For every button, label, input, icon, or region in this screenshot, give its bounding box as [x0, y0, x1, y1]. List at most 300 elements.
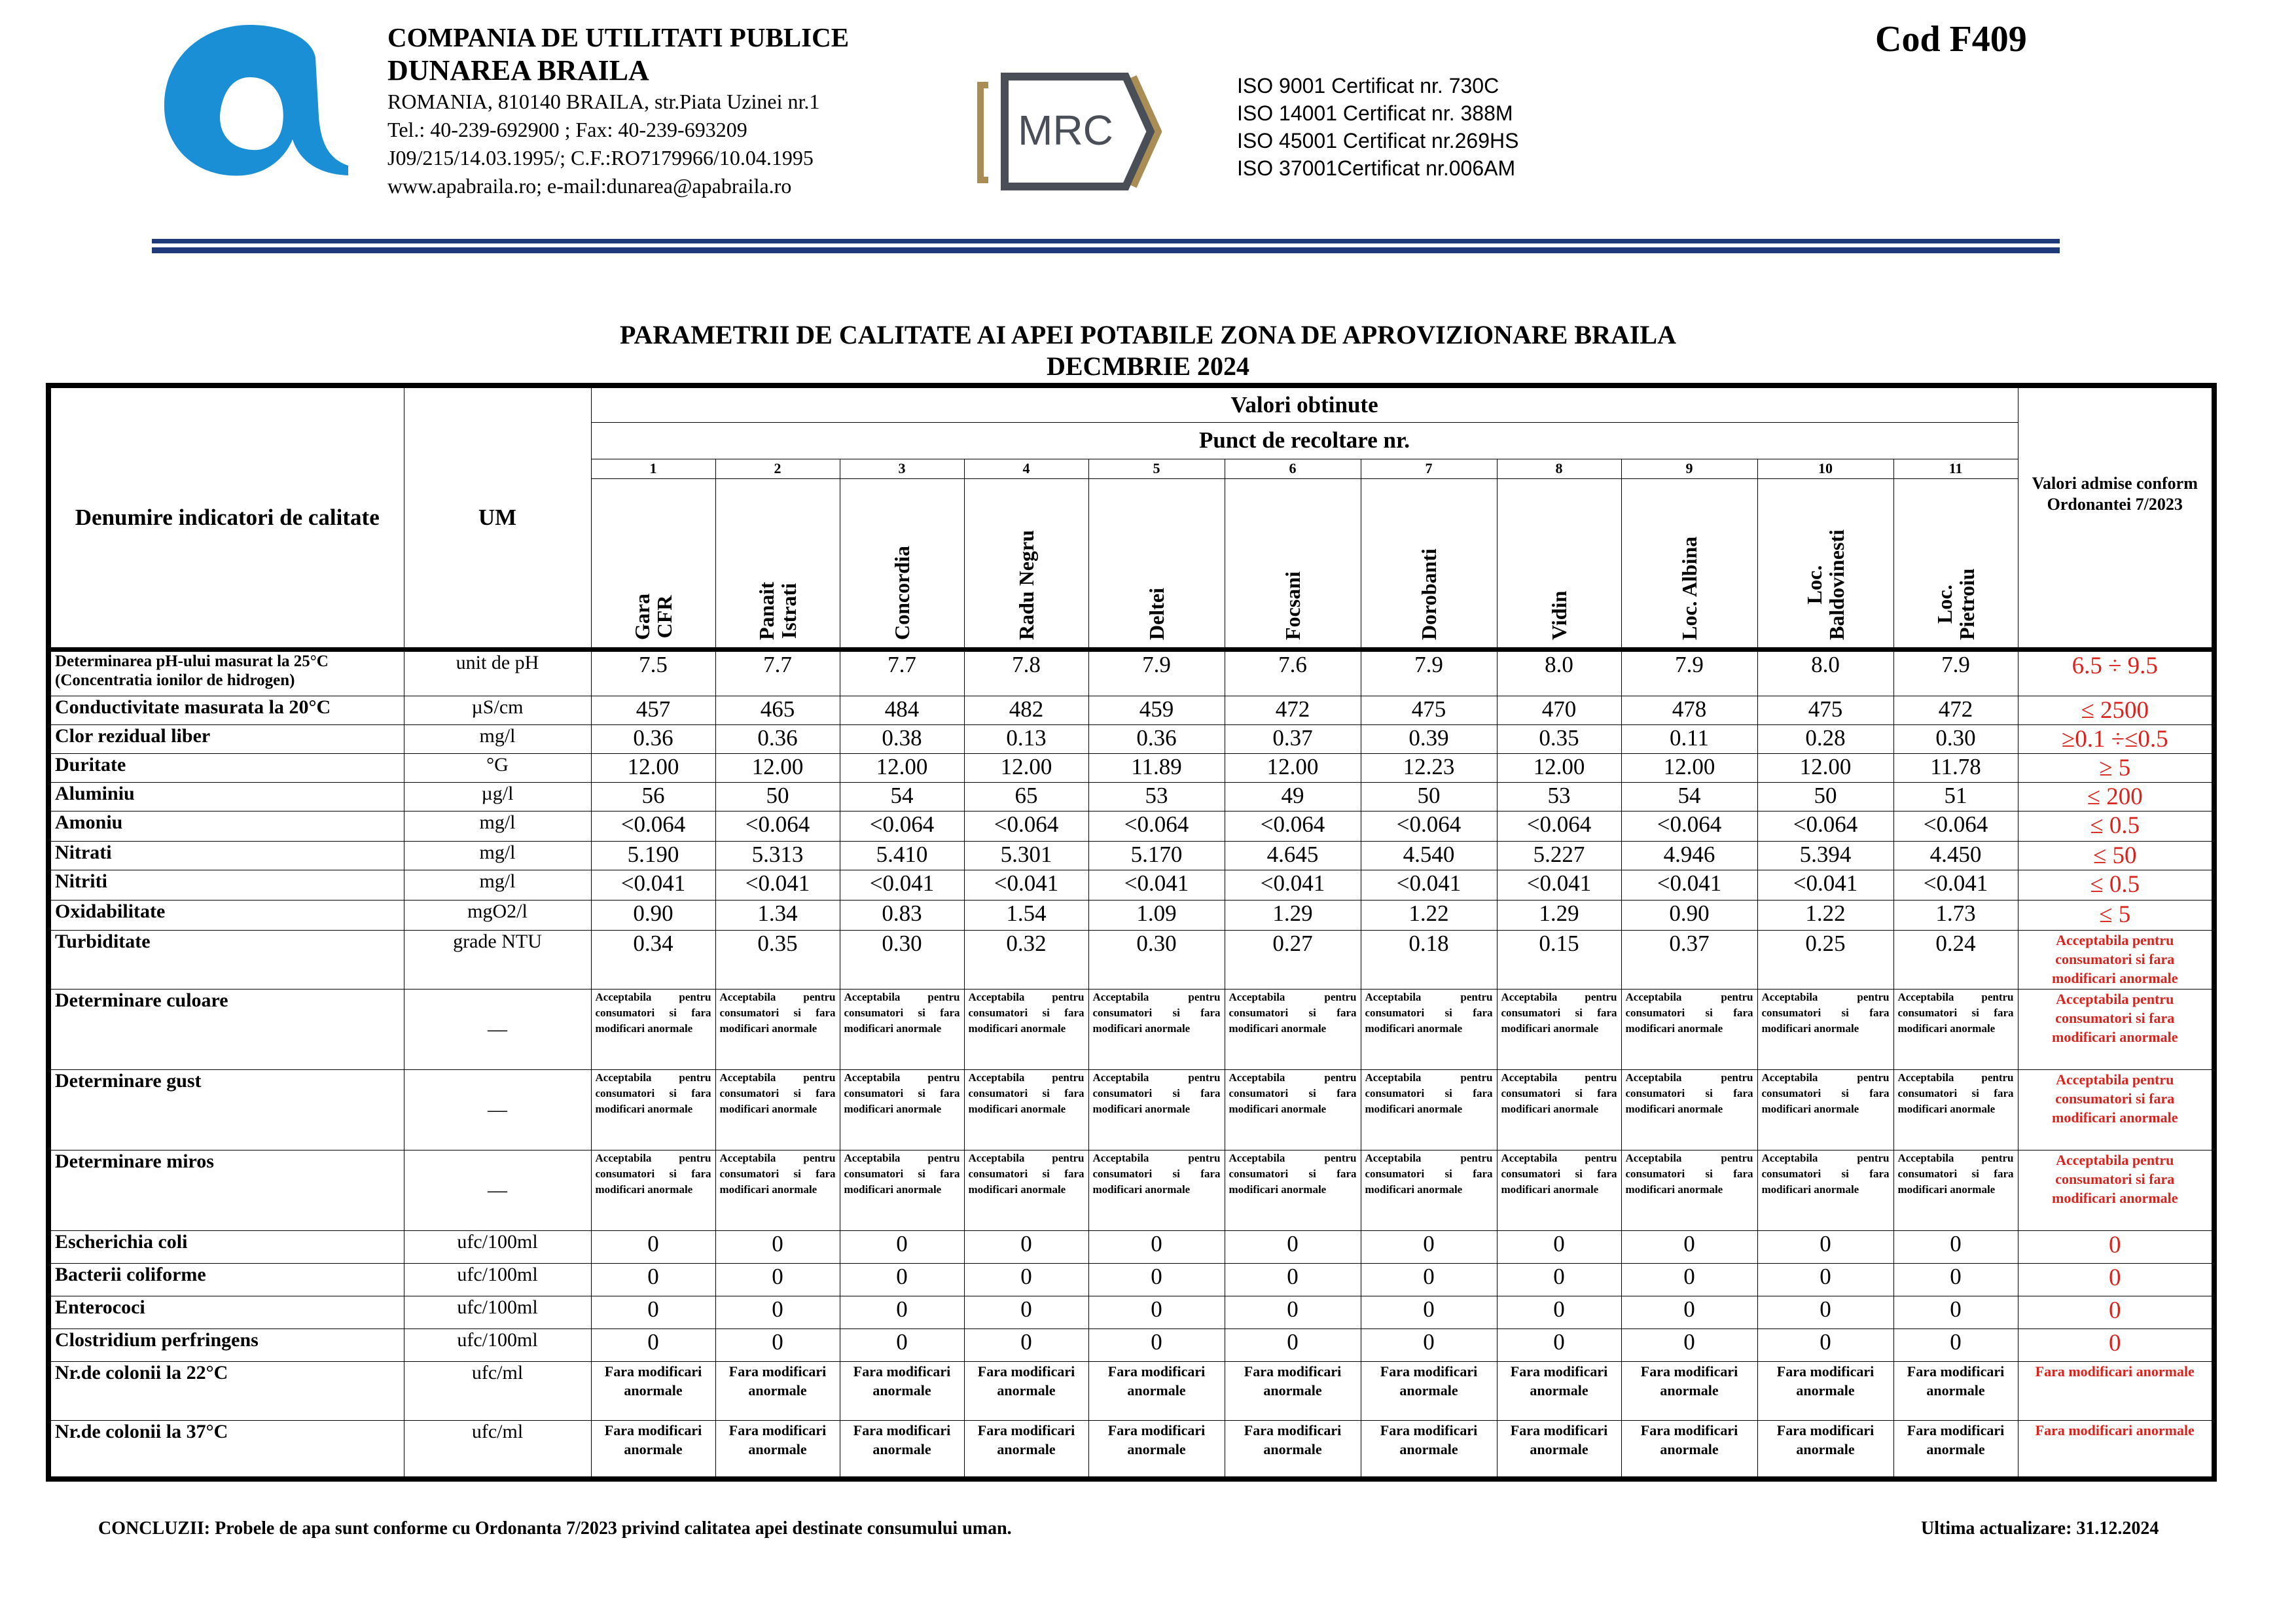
admitted-value: 0 — [2018, 1230, 2214, 1263]
form-code: Cod F409 — [1875, 19, 2027, 60]
point-number: 6 — [1225, 459, 1361, 478]
value-cell: <0.064 — [1088, 811, 1225, 841]
point-number: 9 — [1621, 459, 1757, 478]
table-row — [48, 724, 2214, 753]
admitted-value: 0 — [2018, 1263, 2214, 1296]
value-cell: Fara modificari anormale — [1088, 1420, 1225, 1479]
value-cell: Acceptabila pentru consumatori si fara modificari anormale — [1497, 989, 1621, 1069]
point-location-cell — [1088, 478, 1225, 647]
indicator-name — [48, 870, 404, 900]
value-cell: 53 — [1497, 782, 1621, 811]
header-rule — [152, 247, 2060, 253]
indicator-name: Clostridium perfringens — [48, 1329, 404, 1361]
value-cell: <0.041 — [591, 870, 715, 900]
table-row — [48, 1230, 2214, 1263]
value-cell: 7.9 — [1088, 651, 1225, 696]
point-location-wrap — [592, 482, 715, 644]
value-cell: 7.7 — [715, 651, 840, 696]
value-cell: Fara modificari anormale — [1893, 1420, 2018, 1479]
value-cell: Fara modificari anormale — [1497, 1361, 1621, 1420]
value-cell: Acceptabila pentru consumatori si fara modificari anormale — [591, 989, 715, 1069]
value-cell: 0 — [1361, 1263, 1497, 1296]
value-cell: 0 — [715, 1329, 840, 1361]
indicator-unit: °G — [404, 753, 591, 782]
indicator-name — [48, 811, 404, 841]
indicator-unit: mg/l — [404, 870, 591, 900]
value-cell: 50 — [1757, 782, 1893, 811]
value-cell: 0.38 — [840, 724, 964, 753]
indicator-unit: — — [404, 1069, 591, 1150]
value-cell: 0 — [591, 1296, 715, 1329]
value-cell: 1.73 — [1893, 900, 2018, 930]
value-cell: 0.30 — [1893, 724, 2018, 753]
value-cell: 0 — [1361, 1329, 1497, 1361]
value-cell: <0.041 — [1225, 870, 1361, 900]
value-cell: <0.041 — [1497, 870, 1621, 900]
indicator-name — [48, 900, 404, 930]
value-cell: 0.27 — [1225, 930, 1361, 989]
value-cell: 12.00 — [840, 753, 964, 782]
value-cell: <0.064 — [1225, 811, 1361, 841]
point-location-cell — [1497, 478, 1621, 647]
value-cell: 4.645 — [1225, 841, 1361, 870]
point-location-wrap — [716, 482, 840, 644]
point-location-label — [1803, 529, 1848, 640]
point-location-wrap — [840, 482, 964, 644]
value-cell: Acceptabila pentru consumatori si fara modificari anormale — [840, 1069, 964, 1150]
table-row — [48, 1263, 2214, 1296]
admise-column-header: Valori admise conform Ordonantei 7/2023 — [2018, 385, 2214, 647]
value-cell: 49 — [1225, 782, 1361, 811]
value-cell: Acceptabila pentru consumatori si fara modificari anormale — [1757, 1069, 1893, 1150]
value-cell: 0 — [1621, 1230, 1757, 1263]
indicator-name-text: Determinarea pH-ului masurat la 25°C — [55, 652, 329, 670]
point-location-label — [1145, 588, 1168, 640]
value-cell: 56 — [591, 782, 715, 811]
indicator-unit: — — [404, 989, 591, 1069]
value-cell: 12.00 — [1497, 753, 1621, 782]
value-cell: <0.041 — [1088, 870, 1225, 900]
value-cell: Acceptabila pentru consumatori si fara modificari anormale — [1225, 1150, 1361, 1230]
value-cell: <0.064 — [1621, 811, 1757, 841]
value-cell: 472 — [1893, 696, 2018, 724]
value-cell: 1.54 — [964, 900, 1088, 930]
value-cell: 0 — [1088, 1230, 1225, 1263]
indicator-name-text: Aluminiu — [55, 782, 135, 804]
iso-line: ISO 9001 Certificat nr. 730C — [1237, 74, 1499, 98]
value-cell: <0.041 — [1361, 870, 1497, 900]
value-cell: 0 — [1225, 1263, 1361, 1296]
value-cell: 0 — [1757, 1263, 1893, 1296]
value-cell: 0.13 — [964, 724, 1088, 753]
value-cell: Acceptabila pentru consumatori si fara modificari anormale — [1621, 1150, 1757, 1230]
value-cell: 0 — [1497, 1263, 1621, 1296]
value-cell: Fara modificari anormale — [715, 1420, 840, 1479]
admitted-value: 6.5 ÷ 9.5 — [2018, 651, 2214, 696]
indicator-name — [48, 696, 404, 724]
value-cell: 12.00 — [1621, 753, 1757, 782]
value-cell: 1.22 — [1361, 900, 1497, 930]
indicator-name — [48, 651, 404, 696]
point-location-wrap — [1498, 482, 1621, 644]
value-cell: 0.15 — [1497, 930, 1621, 989]
table-row — [48, 870, 2214, 900]
value-cell: <0.041 — [715, 870, 840, 900]
value-cell: Acceptabila pentru consumatori si fara modificari anormale — [715, 1069, 840, 1150]
point-location-label — [631, 594, 675, 640]
iso-line: ISO 45001 Certificat nr.269HS — [1237, 129, 1519, 152]
value-cell: <0.064 — [964, 811, 1088, 841]
value-cell: <0.064 — [840, 811, 964, 841]
value-cell: Acceptabila pentru consumatori si fara modificari anormale — [1893, 1150, 2018, 1230]
point-location-line1: Deltei — [1145, 588, 1168, 640]
value-cell: <0.064 — [1893, 811, 2018, 841]
value-cell: 0.37 — [1225, 724, 1361, 753]
value-cell: Fara modificari anormale — [591, 1420, 715, 1479]
value-cell: 0.35 — [1497, 724, 1621, 753]
value-cell: 0.24 — [1893, 930, 2018, 989]
indicator-name — [48, 753, 404, 782]
value-cell: Fara modificari anormale — [1225, 1420, 1361, 1479]
value-cell: 0 — [715, 1230, 840, 1263]
value-cell: 482 — [964, 696, 1088, 724]
value-cell: 12.23 — [1361, 753, 1497, 782]
value-cell: 4.946 — [1621, 841, 1757, 870]
value-cell: 0.25 — [1757, 930, 1893, 989]
point-number: 7 — [1361, 459, 1497, 478]
value-cell: 12.00 — [591, 753, 715, 782]
company-name-line2: DUNAREA BRAILA — [387, 54, 649, 86]
value-cell: Acceptabila pentru consumatori si fara modificari anormale — [1621, 989, 1757, 1069]
value-cell: Fara modificari anormale — [840, 1361, 964, 1420]
value-cell: 5.190 — [591, 841, 715, 870]
indicator-unit: mgO2/l — [404, 900, 591, 930]
value-cell: 65 — [964, 782, 1088, 811]
table-row — [48, 811, 2214, 841]
value-cell: 475 — [1757, 696, 1893, 724]
value-cell: Acceptabila pentru consumatori si fara modificari anormale — [1088, 1150, 1225, 1230]
value-cell: 0 — [840, 1296, 964, 1329]
value-cell: Acceptabila pentru consumatori si fara modificari anormale — [1361, 989, 1497, 1069]
point-location-line1: Loc. Albina — [1677, 536, 1701, 640]
value-cell: 0.30 — [840, 930, 964, 989]
point-location-line1: Concordia — [890, 546, 914, 640]
indicator-unit: — — [404, 1150, 591, 1230]
value-cell: 0 — [840, 1329, 964, 1361]
indicator-unit: ufc/ml — [404, 1420, 591, 1479]
value-cell: Fara modificari anormale — [1361, 1420, 1497, 1479]
value-cell: 12.00 — [1757, 753, 1893, 782]
value-cell: 459 — [1088, 696, 1225, 724]
value-cell: 0.83 — [840, 900, 964, 930]
value-cell: Acceptabila pentru consumatori si fara modificari anormale — [1225, 989, 1361, 1069]
point-location-cell — [964, 478, 1088, 647]
value-cell: 0 — [1497, 1230, 1621, 1263]
value-cell: 0 — [1088, 1329, 1225, 1361]
indicator-name — [48, 724, 404, 753]
value-cell: 0.28 — [1757, 724, 1893, 753]
value-cell: 54 — [1621, 782, 1757, 811]
value-cell: 12.00 — [964, 753, 1088, 782]
value-cell: 7.7 — [840, 651, 964, 696]
indicator-name — [48, 782, 404, 811]
point-location-label — [1933, 568, 1978, 640]
admitted-value: ≥0.1 ÷≤0.5 — [2018, 724, 2214, 753]
point-location-label — [1418, 548, 1440, 640]
value-cell: Fara modificari anormale — [1361, 1361, 1497, 1420]
points-header: Punct de recoltare nr. — [591, 422, 2018, 459]
indicator-name-text: Amoniu — [55, 811, 123, 833]
point-location-line2: Pietroiu — [1955, 568, 1979, 640]
indicator-name — [48, 841, 404, 870]
point-location-cell — [1225, 478, 1361, 647]
point-location-line1: Loc. — [1933, 584, 1956, 624]
table-row — [48, 1150, 2214, 1230]
point-location-line1: Focsani — [1281, 571, 1304, 640]
company-info — [387, 21, 977, 200]
value-cell: Acceptabila pentru consumatori si fara modificari anormale — [1621, 1069, 1757, 1150]
indicator-unit: µS/cm — [404, 696, 591, 724]
value-cell: 0 — [1893, 1296, 2018, 1329]
company-name-line1: COMPANIA DE UTILITATI PUBLICE — [387, 22, 850, 52]
value-cell: Fara modificari anormale — [964, 1361, 1088, 1420]
table-row — [48, 1296, 2214, 1329]
value-cell: 12.00 — [715, 753, 840, 782]
value-cell: Fara modificari anormale — [715, 1361, 840, 1420]
point-location-line1: Loc. — [1803, 565, 1826, 605]
table-row — [48, 1069, 2214, 1150]
value-cell: 1.34 — [715, 900, 840, 930]
indicator-name-note: (Concentratia ionilor de hidrogen) — [55, 671, 295, 689]
indicator-unit: grade NTU — [404, 930, 591, 989]
indicator-unit: ufc/100ml — [404, 1263, 591, 1296]
point-number: 5 — [1088, 459, 1225, 478]
value-cell: 0 — [1361, 1230, 1497, 1263]
value-cell: Acceptabila pentru consumatori si fara modificari anormale — [591, 1069, 715, 1150]
point-location-line2: Istrati — [777, 582, 800, 639]
indicator-unit: mg/l — [404, 841, 591, 870]
point-location-cell — [1757, 478, 1893, 647]
value-cell: 0 — [715, 1296, 840, 1329]
value-cell: Fara modificari anormale — [1225, 1361, 1361, 1420]
point-number: 2 — [715, 459, 840, 478]
value-cell: 470 — [1497, 696, 1621, 724]
point-location-cell — [591, 478, 715, 647]
point-location-line2: CFR — [653, 595, 676, 639]
value-cell: 0 — [840, 1263, 964, 1296]
admitted-value: ≤ 5 — [2018, 900, 2214, 930]
company-logo — [152, 18, 348, 182]
admitted-value: 0 — [2018, 1329, 2214, 1361]
indicator-name: Nr.de colonii la 22°C — [48, 1361, 404, 1420]
report-period: DECMBRIE 2024 — [1046, 351, 1250, 381]
value-cell: <0.064 — [1497, 811, 1621, 841]
um-column-header: UM — [404, 385, 591, 647]
table-row — [48, 1420, 2214, 1479]
value-cell: 0 — [1497, 1296, 1621, 1329]
value-cell: 0.37 — [1621, 930, 1757, 989]
value-cell: <0.041 — [1893, 870, 2018, 900]
iso-line: ISO 37001Certificat nr.006AM — [1237, 156, 1516, 180]
value-cell: 5.410 — [840, 841, 964, 870]
value-cell: 7.8 — [964, 651, 1088, 696]
value-cell: 5.313 — [715, 841, 840, 870]
company-registration: J09/215/14.03.1995/; C.F.:RO7179966/10.04.1995 — [387, 146, 814, 169]
value-cell: <0.041 — [1757, 870, 1893, 900]
value-cell: 0 — [964, 1329, 1088, 1361]
value-cell: 7.6 — [1225, 651, 1361, 696]
iso-line: ISO 14001 Certificat nr. 388M — [1237, 101, 1513, 125]
point-location-wrap — [1622, 482, 1757, 644]
indicator-name-text: Turbiditate — [55, 930, 151, 952]
point-location-cell — [715, 478, 840, 647]
value-cell: <0.041 — [1621, 870, 1757, 900]
value-cell: <0.064 — [1757, 811, 1893, 841]
indicator-column-header: Denumire indicatori de calitate — [48, 385, 404, 647]
value-cell: 0.90 — [1621, 900, 1757, 930]
indicator-name-text: Duritate — [55, 753, 126, 776]
value-cell: 4.450 — [1893, 841, 2018, 870]
value-cell: Acceptabila pentru consumatori si fara modificari anormale — [715, 989, 840, 1069]
point-location-label — [891, 546, 913, 640]
indicator-name-text: Conductivitate masurata la 20°C — [55, 696, 331, 718]
value-cell: Acceptabila pentru consumatori si fara modificari anormale — [964, 1069, 1088, 1150]
value-cell: 472 — [1225, 696, 1361, 724]
value-cell: 0 — [1088, 1263, 1225, 1296]
admitted-value: ≤ 2500 — [2018, 696, 2214, 724]
point-number: 4 — [964, 459, 1088, 478]
value-cell: 0 — [591, 1329, 715, 1361]
value-cell: 478 — [1621, 696, 1757, 724]
value-cell: 0 — [1893, 1263, 2018, 1296]
value-cell: 1.09 — [1088, 900, 1225, 930]
value-cell: 0 — [591, 1263, 715, 1296]
value-cell: Acceptabila pentru consumatori si fara modificari anormale — [1361, 1069, 1497, 1150]
value-cell: 0 — [840, 1230, 964, 1263]
value-cell: 0 — [1225, 1296, 1361, 1329]
value-cell: 5.227 — [1497, 841, 1621, 870]
admitted-value: Acceptabila pentru consumatori si fara modificari anormale — [2018, 1150, 2214, 1230]
value-cell: 8.0 — [1757, 651, 1893, 696]
value-cell: 0.36 — [1088, 724, 1225, 753]
value-cell: 7.9 — [1361, 651, 1497, 696]
last-update: Ultima actualizare: 31.12.2024 — [1921, 1518, 2159, 1539]
value-cell: 0.34 — [591, 930, 715, 989]
value-cell: 0.30 — [1088, 930, 1225, 989]
value-cell: Acceptabila pentru consumatori si fara modificari anormale — [1088, 1069, 1225, 1150]
table-row — [48, 782, 2214, 811]
point-location-wrap — [1089, 482, 1225, 644]
value-cell: Fara modificari anormale — [1088, 1361, 1225, 1420]
value-cell: 1.29 — [1225, 900, 1361, 930]
company-phone: Tel.: 40-239-692900 ; Fax: 40-239-693209 — [387, 118, 747, 141]
value-cell: Acceptabila pentru consumatori si fara modificari anormale — [1225, 1069, 1361, 1150]
value-cell: Acceptabila pentru consumatori si fara modificari anormale — [1088, 989, 1225, 1069]
report-title: PARAMETRII DE CALITATE AI APEI POTABILE ZONA DE APROVIZIONARE BRAILA — [620, 320, 1676, 349]
company-address: ROMANIA, 810140 BRAILA, str.Piata Uzinei nr.1 — [387, 90, 820, 113]
point-location-line1: Radu Negru — [1014, 529, 1038, 640]
values-header: Valori obtinute — [591, 385, 2018, 422]
admitted-value: Fara modificari anormale — [2018, 1420, 2214, 1479]
value-cell: 0 — [964, 1296, 1088, 1329]
point-location-label — [1548, 591, 1570, 640]
indicator-name-text: Oxidabilitate — [55, 900, 166, 922]
value-cell: Acceptabila pentru consumatori si fara modificari anormale — [591, 1150, 715, 1230]
value-cell: Acceptabila pentru consumatori si fara modificari anormale — [1757, 1150, 1893, 1230]
point-location-label — [1015, 530, 1037, 640]
table-row — [48, 1361, 2214, 1420]
indicator-name — [48, 930, 404, 989]
point-location-wrap — [1225, 482, 1361, 644]
value-cell: Fara modificari anormale — [1621, 1361, 1757, 1420]
table-row — [48, 841, 2214, 870]
value-cell: 484 — [840, 696, 964, 724]
indicator-name: Escherichia coli — [48, 1230, 404, 1263]
value-cell: 0 — [1893, 1230, 2018, 1263]
value-cell: 0.90 — [591, 900, 715, 930]
admitted-value: ≤ 200 — [2018, 782, 2214, 811]
admitted-value: Acceptabila pentru consumatori si fara modificari anormale — [2018, 930, 2214, 989]
value-cell: Fara modificari anormale — [1757, 1361, 1893, 1420]
value-cell: Fara modificari anormale — [1757, 1420, 1893, 1479]
value-cell: 1.22 — [1757, 900, 1893, 930]
value-cell: 7.5 — [591, 651, 715, 696]
point-location-cell — [1893, 478, 2018, 647]
table-row — [48, 696, 2214, 724]
point-location-cell — [1621, 478, 1757, 647]
conclusion: CONCLUZII: Probele de apa sunt conforme cu Ordonanta 7/2023 privind calitatea apei destinate consumului uman. — [98, 1518, 1012, 1539]
header-rule — [152, 239, 2060, 243]
value-cell: Acceptabila pentru consumatori si fara modificari anormale — [964, 1150, 1088, 1230]
value-cell: 7.9 — [1893, 651, 2018, 696]
value-cell: Fara modificari anormale — [591, 1361, 715, 1420]
value-cell: 51 — [1893, 782, 2018, 811]
point-location-line1: Panait — [755, 582, 778, 640]
value-cell: 0.35 — [715, 930, 840, 989]
indicator-unit: ufc/100ml — [404, 1329, 591, 1361]
value-cell: Acceptabila pentru consumatori si fara modificari anormale — [1361, 1150, 1497, 1230]
admitted-value: Fara modificari anormale — [2018, 1361, 2214, 1420]
point-location-label — [755, 582, 800, 640]
indicator-unit: µg/l — [404, 782, 591, 811]
value-cell: 0 — [964, 1230, 1088, 1263]
point-location-line1: Vidin — [1547, 590, 1571, 640]
indicator-name-text: Nitriti — [55, 870, 107, 892]
value-cell: <0.041 — [840, 870, 964, 900]
value-cell: Fara modificari anormale — [1893, 1361, 2018, 1420]
mrc-text: MRC — [1018, 107, 1113, 154]
value-cell: 0 — [1621, 1263, 1757, 1296]
admitted-value: Acceptabila pentru consumatori si fara modificari anormale — [2018, 989, 2214, 1069]
table-row — [48, 900, 2214, 930]
value-cell: 1.29 — [1497, 900, 1621, 930]
value-cell: 0.36 — [715, 724, 840, 753]
indicator-unit: ufc/ml — [404, 1361, 591, 1420]
value-cell: <0.041 — [964, 870, 1088, 900]
value-cell: Acceptabila pentru consumatori si fara modificari anormale — [1893, 989, 2018, 1069]
indicator-name-text: Clor rezidual liber — [55, 724, 211, 747]
indicator-unit: mg/l — [404, 724, 591, 753]
value-cell: Acceptabila pentru consumatori si fara modificari anormale — [1893, 1069, 2018, 1150]
table-row — [48, 753, 2214, 782]
value-cell: 54 — [840, 782, 964, 811]
value-cell: 4.540 — [1361, 841, 1497, 870]
indicator-name-text: Nitrati — [55, 841, 112, 863]
value-cell: 5.170 — [1088, 841, 1225, 870]
value-cell: 0.36 — [591, 724, 715, 753]
indicator-unit: unit de pH — [404, 651, 591, 696]
value-cell: 0 — [1225, 1329, 1361, 1361]
